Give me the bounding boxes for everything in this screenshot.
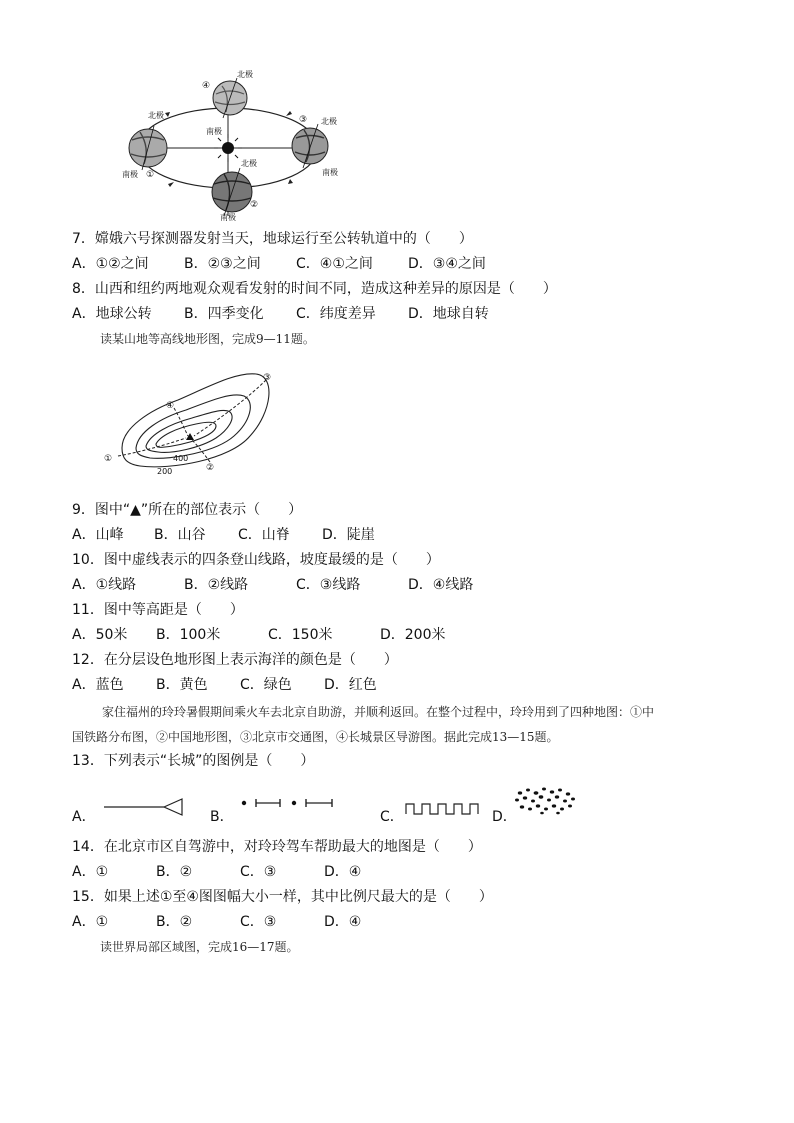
route-label-1: ① [104,454,113,464]
option-d[interactable]: D．④线路 [408,577,474,593]
route-label-2: ② [206,463,215,473]
north-pole-label: 北极 [148,111,164,120]
question-11-stem: 11．图中等高距是（ ） [72,602,244,618]
orbit-arrow [288,179,293,184]
orbit-arrow [286,111,292,116]
option-c[interactable]: C．绿色 [240,677,292,693]
contour-label-200: 200 [157,467,173,476]
legend-symbol-b [238,796,338,810]
south-pole-label: 南极 [122,170,138,179]
earth-orbit-diagram [110,66,360,222]
position-label-1: ① [146,170,155,180]
route-label-3: ③ [263,373,272,383]
intro-13-15-line1: 家住福州的玲玲暑假期间乘火车去北京自助游，并顺利返回。在整个过程中，玲玲用到了四种地图：①中 [102,705,655,719]
legend-symbol-c [404,800,484,816]
option-d[interactable]: D．200米 [380,627,446,643]
question-8-stem: 8．山西和纽约两地观众观看发射的时间不同，造成这种差异的原因是（ ） [72,281,557,297]
option-a[interactable]: A．50米 [72,627,128,643]
option-a[interactable]: A．①②之间 [72,256,149,272]
option-d[interactable]: D．③④之间 [408,256,486,272]
option-b[interactable]: B．四季变化 [184,306,264,322]
option-c[interactable]: C．④①之间 [296,256,373,272]
position-label-3: ③ [299,115,308,125]
option-b[interactable]: B．黄色 [156,677,208,693]
option-b[interactable]: B． [210,809,234,825]
question-7-stem: 7．嫦娥六号探测器发射当天，地球运行至公转轨道中的（ ） [72,231,473,247]
question-8-options [72,305,532,323]
question-11-options [72,626,492,644]
option-c[interactable]: C．③ [240,864,277,880]
south-pole-label: 南极 [220,213,236,222]
earth-globe-icon [292,128,328,164]
question-14-stem: 14．在北京市区自驾游中，对玲玲驾车帮助最大的地图是（ ） [72,839,482,855]
question-13-stem: 13．下列表示“长城”的图例是（ ） [72,753,315,769]
legend-symbol-a [102,797,186,817]
option-a[interactable]: A．山峰 [72,527,124,543]
option-c[interactable]: C．③ [240,914,277,930]
question-10-options [72,576,532,594]
option-a[interactable]: A．地球公转 [72,306,152,322]
contour-map [100,366,290,482]
route-label-4: ④ [166,401,175,411]
south-pole-label: 南极 [322,168,338,177]
question-7-options [72,255,532,273]
option-c[interactable]: C．③线路 [296,577,361,593]
question-9-options [72,526,432,544]
option-d[interactable]: D．陡崖 [322,527,375,543]
option-b[interactable]: B．② [156,864,193,880]
option-d[interactable]: D．地球自转 [408,306,489,322]
option-b[interactable]: B．②线路 [184,577,249,593]
north-pole-label: 北极 [237,70,253,79]
summit-triangle-icon [186,433,194,440]
question-15-options [72,913,392,931]
route-2-dashed [192,440,210,462]
orbit-arrow [168,182,174,187]
contour-line-inner [156,422,216,447]
intro-9-11: 读某山地等高线地形图，完成9—11题。 [100,332,315,346]
option-a[interactable]: A．①线路 [72,577,137,593]
north-pole-label: 北极 [321,117,337,126]
intro-13-15-line2: 国铁路分布图，②中国地形图，③北京市交通图，④长城景区导游图。据此完成13—15题。 [72,730,559,744]
option-b[interactable]: B．100米 [156,627,221,643]
option-d[interactable]: D． [492,809,517,825]
option-b[interactable]: B．②③之间 [184,256,261,272]
question-9-stem: 9．图中“▲”所在的部位表示（ ） [72,502,303,518]
option-c[interactable]: C．纬度差异 [296,306,376,322]
option-b[interactable]: B．② [156,914,193,930]
intro-16-17: 读世界局部区域图，完成16—17题。 [100,940,299,954]
position-label-4: ④ [202,81,211,91]
south-pole-label: 南极 [206,127,222,136]
option-c[interactable]: C．150米 [268,627,333,643]
option-a[interactable]: A．蓝色 [72,677,124,693]
question-15-stem: 15．如果上述①至④图图幅大小一样，其中比例尺最大的是（ ） [72,889,493,905]
option-d[interactable]: D．④ [324,864,362,880]
option-d[interactable]: D．红色 [324,677,377,693]
option-b[interactable]: B．山谷 [154,527,206,543]
option-a[interactable]: A． [72,809,96,825]
orbit-arrow [165,112,170,117]
question-14-options [72,863,392,881]
option-c[interactable]: C． [380,809,404,825]
option-d[interactable]: D．④ [324,914,362,930]
sun-icon [222,142,234,154]
position-label-2: ② [250,200,259,210]
question-12-stem: 12．在分层设色地形图上表示海洋的颜色是（ ） [72,652,398,668]
legend-symbol-d [512,785,578,815]
question-10-stem: 10．图中虚线表示的四条登山线路，坡度最缓的是（ ） [72,552,440,568]
option-a[interactable]: A．① [72,864,109,880]
option-c[interactable]: C．山脊 [238,527,290,543]
question-12-options [72,676,432,694]
option-a[interactable]: A．① [72,914,109,930]
north-pole-label: 北极 [241,159,257,168]
contour-label-400: 400 [173,454,189,463]
